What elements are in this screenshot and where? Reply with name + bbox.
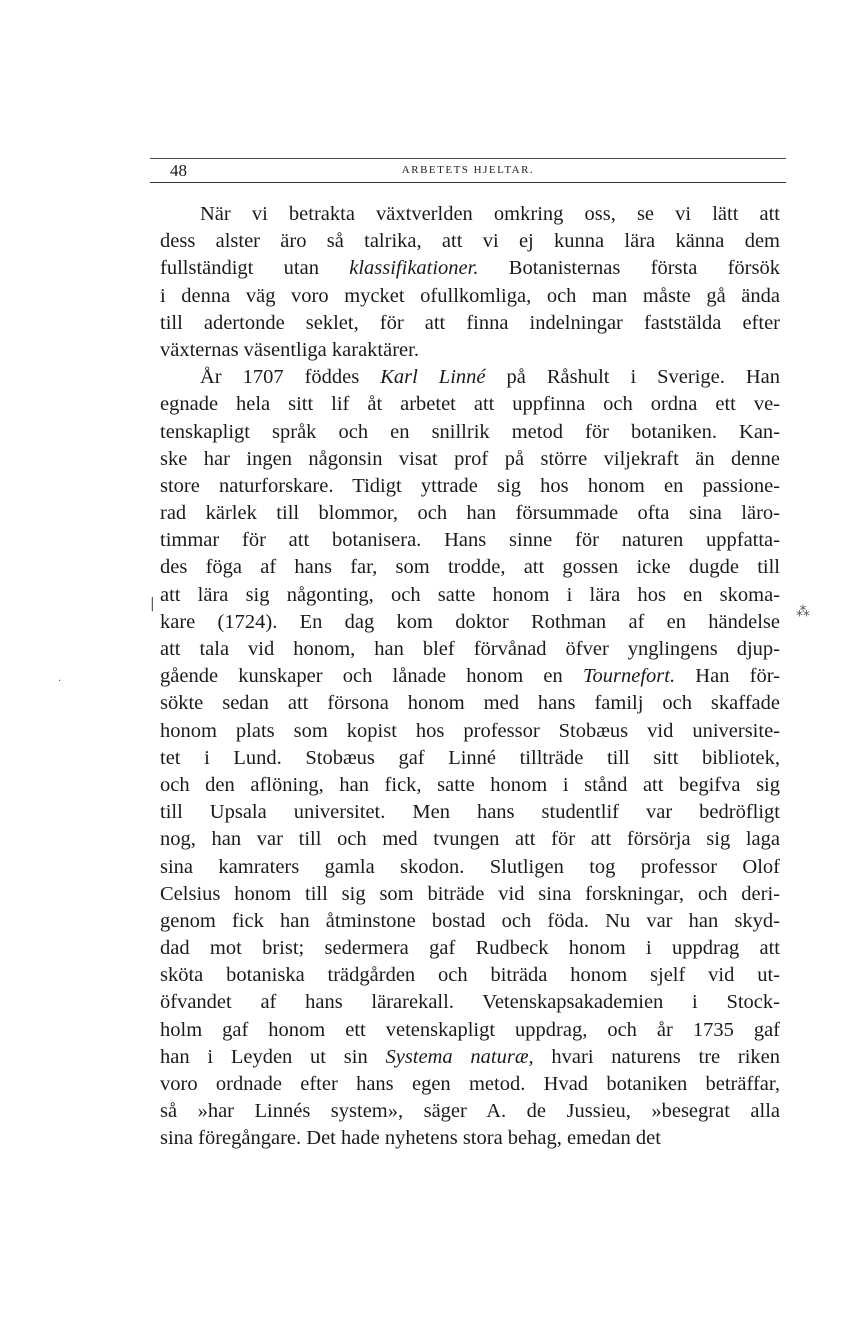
text-segment: Botanisternas första försök: [478, 257, 780, 280]
body-text: [160, 201, 780, 1153]
text-segment: tet i Lund. Stobæus gaf Linné tillträde till sitt bibliotek,: [160, 746, 780, 769]
text-segment: kare (1724). En dag kom doktor Rothman af en händelse: [160, 610, 780, 633]
text-line: [160, 1044, 780, 1071]
header-bottom-rule: [150, 182, 786, 183]
text-line: [160, 391, 780, 418]
text-segment: i denna väg voro mycket ofullkomliga, och man måste gå ända: [160, 284, 780, 307]
text-segment: Han för-: [675, 665, 781, 688]
text-segment: rad kärlek till blommor, och han försummade ofta sina läro-: [160, 502, 780, 525]
text-segment: fullständigt utan: [160, 257, 350, 280]
text-line: [160, 718, 780, 745]
header-top-rule: [150, 158, 786, 159]
text-segment: på Råshult i Sverige. Han: [485, 366, 780, 389]
page-number: 48: [170, 161, 187, 180]
text-segment: tenskapligt språk och en snillrik metod för botaniken. Kan-: [160, 420, 780, 443]
text-line: [160, 283, 780, 310]
text-line: [160, 473, 780, 500]
text-line: [160, 500, 780, 527]
text-line: [160, 745, 780, 772]
italic-term: Karl Linné: [380, 366, 486, 389]
text-line: [160, 337, 780, 364]
text-segment: och den aflöning, han fick, satte honom i stånd att begifva sig: [160, 773, 780, 796]
text-line: [160, 228, 780, 255]
text-segment: öfvandet af hans lärarekall. Vetenskapsakademien i Stock-: [160, 991, 780, 1014]
text-segment: des föga af hans far, som trodde, att gossen icke dugde till: [160, 556, 780, 579]
margin-dot-left: ·: [58, 676, 62, 687]
text-segment: När vi betrakta växtverlden omkring oss, se vi lätt att: [200, 203, 780, 225]
running-title: ARBETETS HJELTAR.: [401, 164, 535, 176]
italic-term: Tournefort.: [583, 665, 676, 688]
text-line: [160, 527, 780, 554]
text-segment: voro ordnade efter hans egen metod. Hvad botaniken beträffar,: [160, 1073, 780, 1095]
text-line: [160, 1098, 780, 1125]
text-segment: så »har Linnés system», säger A. de Jussieu, »besegrat alla: [160, 1100, 780, 1123]
text-segment: till adertonde seklet, för att finna indelningar faststälda efter: [160, 311, 780, 334]
text-segment: han i Leyden ut sin: [160, 1045, 386, 1068]
text-line: [160, 201, 780, 228]
text-segment: växternas väsentliga karaktärer.: [160, 338, 419, 361]
text-line: [160, 1125, 780, 1152]
text-line: [160, 582, 780, 609]
text-line: [160, 826, 780, 853]
text-line: [160, 690, 780, 717]
text-line: [160, 364, 780, 391]
text-line: [160, 554, 780, 581]
text-line: [160, 772, 780, 799]
text-segment: egnade hela sitt lif åt arbetet att uppfinna och ordna ett ve-: [160, 393, 780, 416]
text-line: [160, 310, 780, 337]
text-line: [160, 609, 780, 636]
text-segment: timmar för att botanisera. Hans sinne för naturen uppfatta-: [160, 529, 780, 552]
margin-mark-right: ⁂: [796, 604, 810, 620]
text-segment: holm gaf honom ett vetenskapligt uppdrag, och år 1735 gaf: [160, 1018, 780, 1041]
text-segment: sina kamraters gamla skodon. Slutligen tog professor Olof: [160, 855, 780, 878]
text-segment: att lära sig någonting, och satte honom i lära hos en skoma-: [160, 583, 780, 606]
text-segment: att tala vid honom, han blef förvånad öfver ynglingens djup-: [160, 638, 780, 660]
italic-term: Systema naturæ,: [385, 1045, 534, 1068]
text-segment: År 1707 föddes: [200, 366, 381, 389]
text-segment: sina föregångare. Det hade nyhetens stora behag, emedan det: [160, 1127, 661, 1150]
text-segment: sökte sedan att försona honom med hans familj och skaffade: [160, 692, 780, 715]
text-segment: hvari naturens tre riken: [533, 1045, 781, 1068]
italic-term: klassifikationer.: [349, 257, 479, 280]
text-line: [160, 636, 780, 663]
text-line: [160, 663, 780, 690]
text-segment: gående kunskaper och lånade honom en: [160, 665, 583, 688]
text-line: [160, 935, 780, 962]
text-line: [160, 255, 780, 282]
page-header: [150, 158, 786, 182]
text-line: [160, 1017, 780, 1044]
text-segment: Celsius honom till sig som biträde vid sina forskningar, och deri-: [160, 882, 780, 905]
text-line: [160, 446, 780, 473]
text-line: [160, 799, 780, 826]
text-segment: honom plats som kopist hos professor Stobæus vid universite-: [160, 719, 780, 742]
text-line: [160, 419, 780, 446]
margin-mark-left: |: [150, 596, 155, 612]
text-line: [160, 881, 780, 908]
text-segment: ske har ingen någonsin visat prof på större viljekraft än denne: [160, 447, 780, 470]
text-segment: sköta botaniska trädgården och biträda honom sjelf vid ut-: [160, 964, 780, 987]
text-segment: dess alster äro så talrika, att vi ej kunna lära känna dem: [160, 230, 780, 253]
text-line: [160, 908, 780, 935]
text-line: [160, 854, 780, 881]
text-segment: dad mot brist; sedermera gaf Rudbeck honom i uppdrag att: [160, 937, 780, 960]
text-line: [160, 962, 780, 989]
text-segment: store naturforskare. Tidigt yttrade sig hos honom en passione-: [160, 474, 780, 497]
text-line: [160, 1071, 780, 1098]
text-line: [160, 989, 780, 1016]
text-segment: genom fick han åtminstone bostad och föda. Nu var han skyd-: [160, 909, 780, 932]
text-segment: nog, han var till och med tvungen att för att försörja sig laga: [160, 828, 780, 851]
text-segment: till Upsala universitet. Men hans studentlif var bedröfligt: [160, 801, 780, 824]
